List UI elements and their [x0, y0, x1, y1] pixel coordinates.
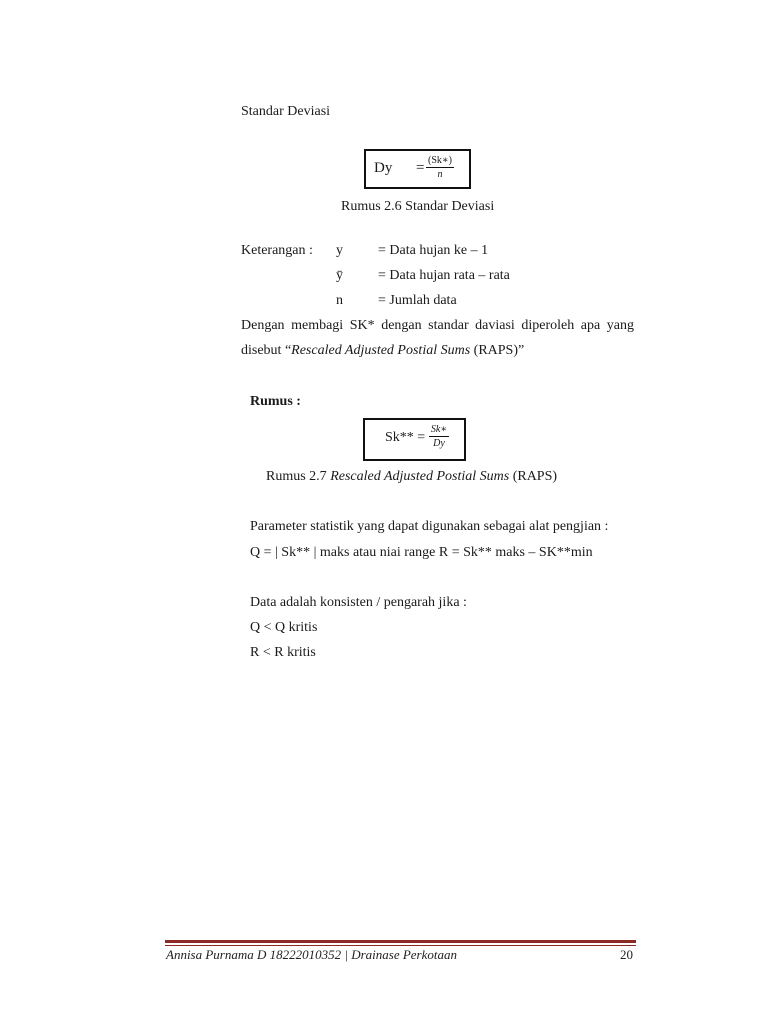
formula-caption-suffix: (RAPS) — [509, 469, 558, 484]
keterangan-symbol: ȳ — [336, 268, 343, 283]
keterangan-desc: = Data hujan ke – 1 — [378, 243, 489, 258]
keterangan-symbol: y — [336, 243, 343, 258]
formula-lhs: Sk** = — [385, 430, 426, 445]
fraction-bar — [429, 436, 449, 437]
formula-fraction — [429, 424, 449, 449]
formula-equals: = — [416, 160, 425, 176]
formula-caption: Rumus 2.6 Standar Deviasi — [341, 199, 495, 214]
keterangan-desc: = Data hujan rata – rata — [378, 268, 510, 283]
konsisten-condition: Q < Q kritis — [250, 620, 318, 635]
keterangan-desc: = Jumlah data — [378, 293, 457, 308]
formula-lhs: Dy — [374, 160, 393, 176]
formula-denominator: Dy — [433, 438, 445, 449]
paragraph-line-1: Dengan membagi SK* dengan standar daviasi diperoleh apa yang — [241, 318, 634, 333]
formula-fraction — [426, 155, 454, 180]
section-title: Standar Deviasi — [241, 104, 331, 119]
formula-numerator: (Sk∗) — [427, 155, 453, 166]
paragraph-line-2-prefix: disebut “ — [241, 343, 292, 358]
paragraph-line-2-suffix: (RAPS)” — [470, 343, 525, 358]
rumus-heading: Rumus : — [250, 394, 301, 409]
konsisten-intro: Data adalah konsisten / pengarah jika : — [250, 595, 467, 610]
footer-author: Annisa Purnama D 18222010352 | Drainase Perkotaan — [166, 947, 458, 962]
formula-box-raps — [363, 418, 466, 461]
paragraph-line-2 — [241, 343, 524, 359]
fraction-bar — [426, 167, 454, 168]
paragraph-line-2-italic: Rescaled Adjusted Postial Sums — [291, 343, 471, 358]
parameter-intro: Parameter statistik yang dapat digunakan sebagai alat pengjian : — [250, 519, 609, 534]
keterangan-label: Keterangan : — [241, 243, 313, 258]
formula-denominator: n — [437, 169, 443, 180]
keterangan-symbol: n — [336, 293, 343, 308]
footer-rule-thick — [165, 940, 636, 943]
parameter-line: Q = | Sk** | maks atau niai range R = Sk** maks – SK**min — [250, 545, 593, 560]
formula-caption — [266, 469, 557, 485]
formula-box-standar-deviasi — [364, 149, 471, 189]
footer-rule-thin — [165, 945, 636, 946]
page-number: 20 — [620, 947, 633, 962]
formula-caption-prefix: Rumus 2.7 — [266, 469, 331, 484]
formula-numerator: Sk∗ — [430, 424, 448, 435]
formula-caption-italic: Rescaled Adjusted Postial Sums — [330, 469, 510, 484]
konsisten-condition: R < R kritis — [250, 645, 316, 660]
